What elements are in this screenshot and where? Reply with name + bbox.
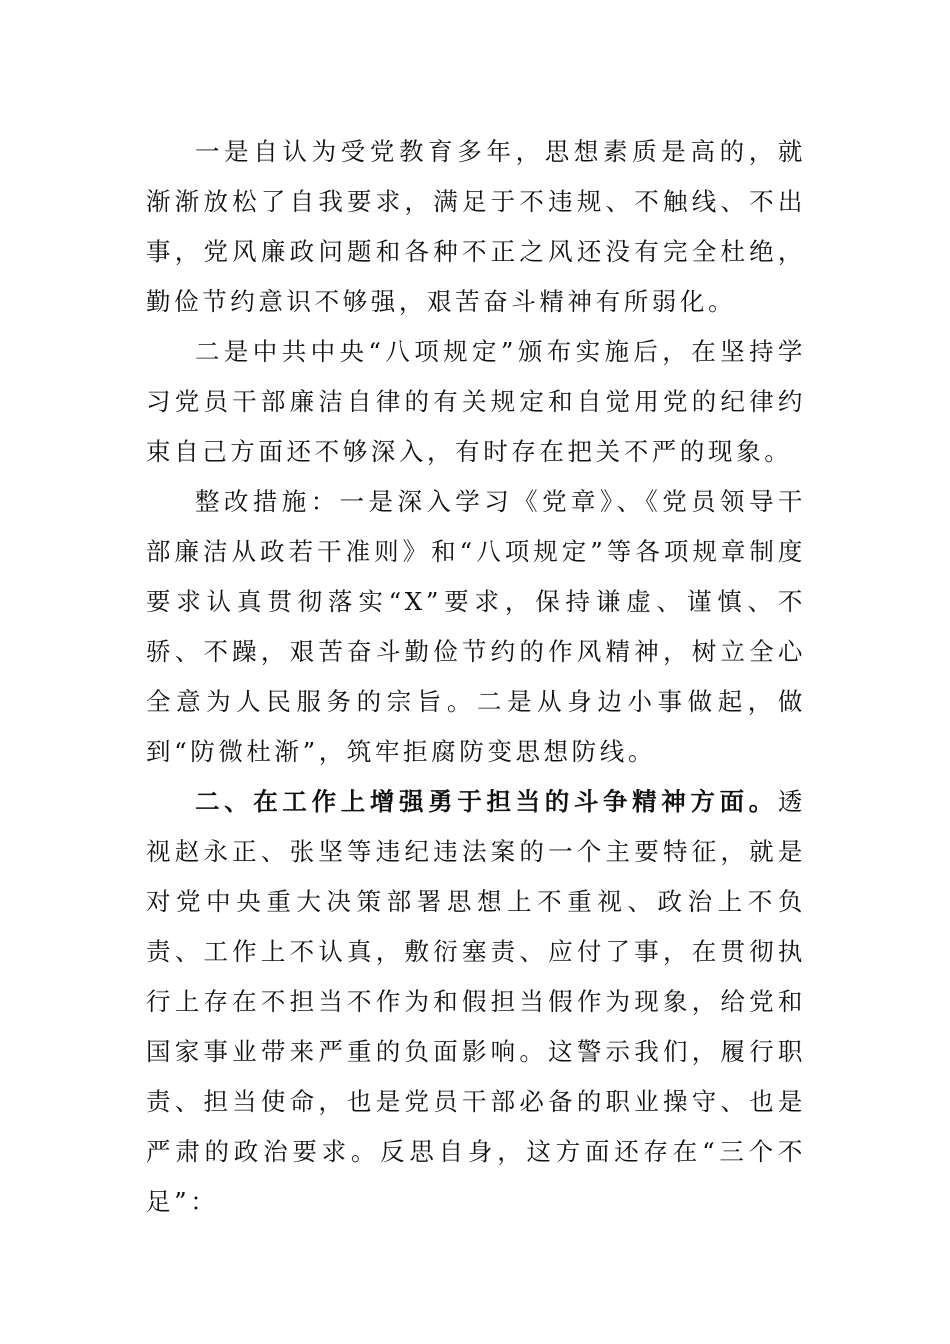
paragraph-rectification-measures <box>146 477 806 777</box>
paragraph-text: 二是中共中央“八项规定”颁布实施后，在坚持学习党员干部廉洁自律的有关规定和自觉用党的纪律约束自己方面还不够深入，有时存在把关不严的现象。 <box>146 337 806 466</box>
paragraph-eight-rules <box>146 327 806 477</box>
paragraph-self-requirement <box>146 127 806 327</box>
paragraph-section-two <box>146 777 806 1227</box>
paragraph-text: 整改措施：一是深入学习《党章》、《党员领导干部廉洁从政若干准则》和“八项规定”等各项规章制度要求认真贯彻落实“X”要求，保持谦虚、谨慎、不骄、不躁，艰苦奋斗勤俭节约的作风精神，树立全心全意为人民服务的宗旨。二是从身边小事做起，做到“防微杜渐”，筑牢拒腐防变思想防线。 <box>146 487 806 766</box>
section-heading: 二、在工作上增强勇于担当的斗争精神方面。 <box>195 787 778 816</box>
paragraph-text: 一是自认为受党教育多年，思想素质是高的，就渐渐放松了自我要求，满足于不违规、不触线、不出事，党风廉政问题和各种不正之风还没有完全杜绝，勤俭节约意识不够强，艰苦奋斗精神有所弱化。 <box>146 137 806 316</box>
document-body <box>146 127 806 1227</box>
paragraph-text: 透视赵永正、张坚等违纪违法案的一个主要特征，就是对党中央重大决策部署思想上不重视、政治上不负责、工作上不认真，敷衍塞责、应付了事，在贯彻执行上存在不担当不作为和假担当假作为现象，给党和国家事业带来严重的负面影响。这警示我们，履行职责、担当使命，也是党员干部必备的职业操守、也是严肃的政治要求。反思自身，这方面还存在“三个不足”： <box>146 787 806 1216</box>
